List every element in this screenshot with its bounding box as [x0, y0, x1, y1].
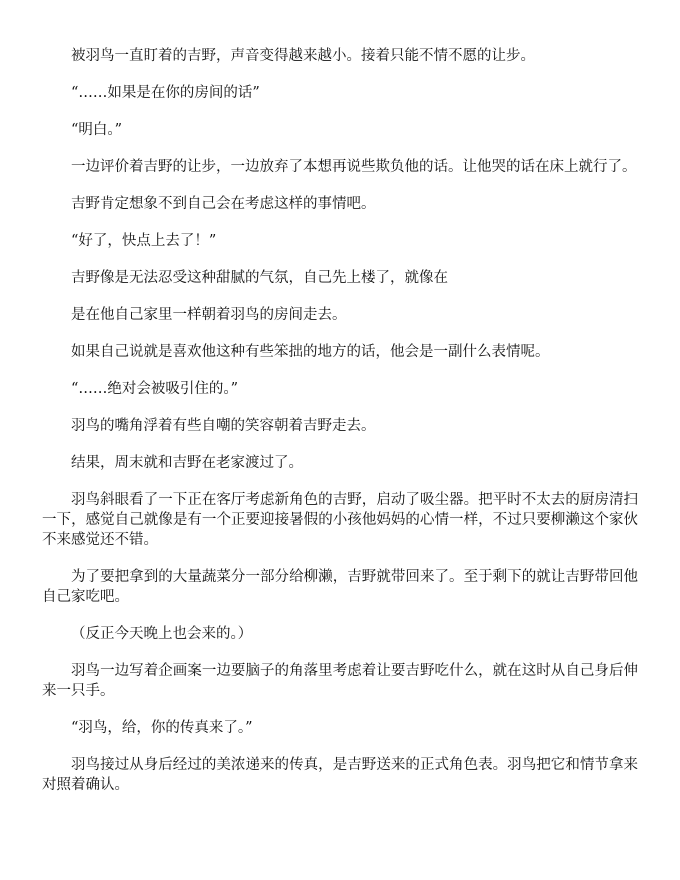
- paragraph-6: “好了，快点上去了！”: [71, 233, 217, 249]
- paragraph-8: 是在他自己家里一样朝着羽鸟的房间走去。: [71, 307, 347, 323]
- paragraph-13: 羽鸟斜眼看了一下正在客厅考虑新角色的吉野，启动了吸尘器。把平时不太去的厨房清扫一下，感觉自己就像是有一个正要迎接暑假的小孩他妈妈的心情一样，不过只要柳濑这个家伙不来感觉还不错。: [42, 492, 638, 548]
- paragraph-3: “明白。”: [71, 122, 123, 138]
- paragraph-11: 羽鸟的嘴角浮着有些自嘲的笑容朝着吉野走去。: [71, 418, 376, 434]
- paragraph-14: 为了要把拿到的大量蔬菜分一部分给柳濑，吉野就带回来了。至于剩下的就让吉野带回他自己家吃吧。: [42, 569, 638, 605]
- paragraph-12: 结果，周末就和吉野在老家渡过了。: [71, 455, 303, 471]
- paragraph-5: 吉野肯定想象不到自己会在考虑这样的事情吧。: [71, 196, 376, 212]
- paragraph-4: 一边评价着吉野的让步，一边放弃了本想再说些欺负他的话。让他哭的话在床上就行了。: [71, 159, 637, 175]
- paragraph-17: “羽鸟，给，你的传真来了。”: [71, 720, 253, 736]
- paragraph-15: （反正今天晚上也会来的。）: [71, 626, 253, 642]
- paragraph-18: 羽鸟接过从身后经过的美浓递来的传真，是吉野送来的正式角色表。羽鸟把它和情节拿来对照着确认。: [42, 757, 638, 793]
- paragraph-10: “……绝对会被吸引住的。”: [71, 381, 239, 397]
- paragraph-2: “……如果是在你的房间的话”: [71, 85, 260, 101]
- paragraph-9: 如果自己说就是喜欢他这种有些笨拙的地方的话，他会是一副什么表情呢。: [71, 344, 550, 360]
- paragraph-7: 吉野像是无法忍受这种甜腻的气氛，自己先上楼了，就像在: [71, 270, 448, 286]
- paragraph-16: 羽鸟一边写着企画案一边要脑子的角落里考虑着让要吉野吃什么，就在这时从自己身后伸来一只手。: [42, 663, 638, 699]
- paragraph-1: 被羽鸟一直盯着的吉野，声音变得越来越小。接着只能不情不愿的让步。: [71, 48, 535, 64]
